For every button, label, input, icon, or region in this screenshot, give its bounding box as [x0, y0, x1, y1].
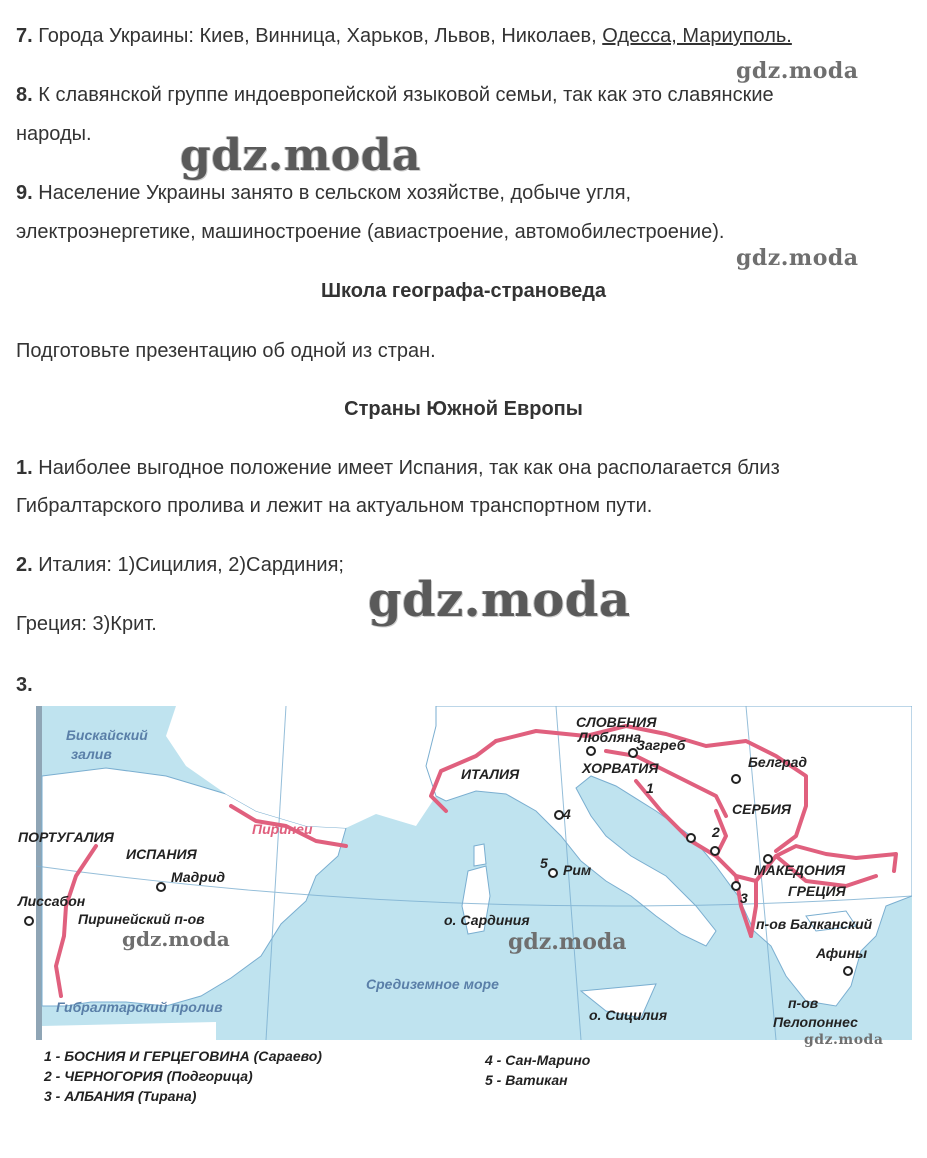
label-macedonia: МАКЕДОНИЯ [754, 862, 846, 878]
legend-item: 2 - ЧЕРНОГОРИЯ (Подгорица) [44, 1068, 253, 1084]
marker-athens [844, 967, 852, 975]
label-portugal: ПОРТУГАЛИЯ [18, 829, 114, 845]
watermark-large: gdz.moda [368, 572, 631, 628]
marker-sarajevo [687, 834, 695, 842]
legend-item: 5 - Ватикан [485, 1072, 568, 1088]
label-croatia: ХОРВАТИЯ [582, 760, 659, 776]
label-balkan: п-ов Балканский [756, 916, 873, 932]
label-number-4: 4 [563, 806, 571, 822]
south-answer-3-number: 3. [16, 674, 33, 696]
legend-item: 3 - АЛБАНИЯ (Тирана) [44, 1088, 197, 1104]
label-zagreb: Загреб [636, 737, 686, 753]
label-sicily: о. Сицилия [589, 1007, 668, 1023]
marker-podgorica [711, 847, 719, 855]
label-biscay-2: залив [71, 746, 112, 762]
label-pyrenees: Пиринеи [252, 821, 313, 837]
prepare-text: Подготовьте презентацию об одной из стран. [16, 340, 436, 362]
label-iberian: Пиринейский п-ов [78, 911, 205, 927]
label-rome: Рим [563, 862, 592, 878]
label-number-5: 5 [540, 855, 548, 871]
map-watermark: gdz.moda [508, 929, 627, 955]
heading-south-europe: Страны Южной Европы [344, 398, 583, 420]
marker-tirana [732, 882, 740, 890]
answer-7-text: Города Украины: Киев, Винница, Харьков, Львов, Николаев, [32, 25, 603, 47]
answer-9-text-1: Население Украины занято в сельском хозяйстве, добыче угля, [32, 182, 632, 204]
answer-7-number: 7. [16, 25, 33, 47]
label-peloponnese-1: п-ов [788, 995, 819, 1011]
south-europe-map [16, 706, 912, 1040]
label-number-2: 2 [712, 824, 720, 840]
label-number-1: 1 [646, 780, 654, 796]
watermark: gdz.moda [736, 58, 859, 84]
answer-8-number: 8. [16, 84, 33, 106]
label-mediterranean: Средиземное море [366, 976, 499, 992]
legend-item: 1 - БОСНИЯ И ГЕРЦЕГОВИНА (Сараево) [44, 1048, 322, 1064]
label-italy: ИТАЛИЯ [461, 766, 520, 782]
map-legend-right [485, 1050, 590, 1090]
label-peloponnese-2: Пелопоннес [773, 1014, 858, 1030]
map-corsica [474, 844, 486, 866]
label-athens: Афины [816, 945, 868, 961]
south-answer-1-line-1 [16, 456, 780, 480]
answer-9-number: 9. [16, 182, 33, 204]
answer-8-line-2: народы. [16, 123, 92, 145]
south-answer-1-text: Наиболее выгодное положение имеет Испания, так как она располагается близ [32, 457, 780, 479]
watermark-large: gdz.moda [180, 130, 422, 181]
label-biscay: Бискайский [66, 727, 148, 743]
answer-7-underlined: Одесса, Мариуполь. [602, 25, 792, 47]
label-serbia: СЕРБИЯ [732, 801, 791, 817]
label-gibraltar: Гибралтарский пролив [56, 999, 223, 1015]
south-answer-2-line-1 [16, 553, 344, 577]
label-belgrade: Белград [748, 754, 808, 770]
marker-ljubljana [587, 747, 595, 755]
label-spain: ИСПАНИЯ [126, 846, 197, 862]
label-greece: ГРЕЦИЯ [788, 883, 846, 899]
map-watermark: gdz.moda [122, 927, 230, 951]
watermark: gdz.moda [736, 245, 859, 271]
south-answer-2-line-2: Греция: 3)Крит. [16, 613, 157, 635]
south-answer-1-line-2: Гибралтарского пролива и лежит на актуальном транспортном пути. [16, 495, 653, 517]
marker-sanmarino [555, 811, 563, 819]
heading-school: Школа географа-страноведа [320, 280, 607, 302]
label-number-3: 3 [740, 890, 748, 906]
south-answer-1-number: 1. [16, 457, 33, 479]
map-frame [36, 706, 42, 1040]
label-ljubljana: Любляна [578, 729, 642, 745]
marker-rome [549, 869, 557, 877]
legend-item: 4 - Сан-Марино [485, 1052, 591, 1068]
south-answer-2-text: Италия: 1)Сицилия, 2)Сардиния; [32, 554, 344, 576]
watermark-small: gdz.moda [804, 1032, 884, 1048]
answer-7 [16, 24, 792, 48]
marker-lisbon [25, 917, 33, 925]
answer-9-line-1 [16, 181, 631, 205]
label-madrid: Мадрид [171, 869, 226, 885]
marker-belgrade [732, 775, 740, 783]
label-slovenia: СЛОВЕНИЯ [576, 714, 657, 730]
marker-madrid [157, 883, 165, 891]
south-answer-2-number: 2. [16, 554, 33, 576]
answer-8-text-1: К славянской группе индоевропейской языковой семьи, так как это славянские [32, 84, 774, 106]
label-sardinia: о. Сардиния [444, 912, 530, 928]
label-lisbon: Лиссабон [18, 893, 86, 909]
answer-9-line-2: электроэнергетике, машиностроение (авиастроение, автомобилестроение). [16, 221, 725, 243]
answer-8-line-1 [16, 83, 774, 107]
map-legend-left [44, 1046, 322, 1106]
